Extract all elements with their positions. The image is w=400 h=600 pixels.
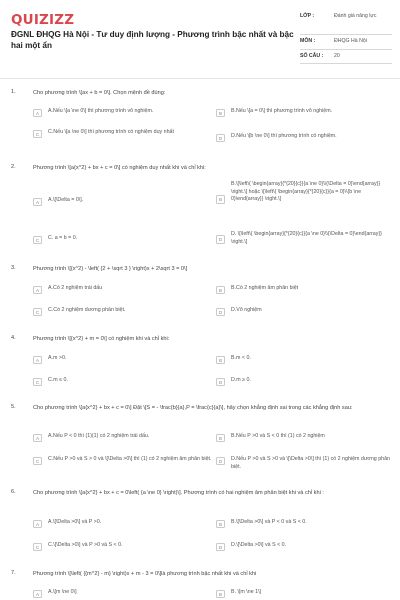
option-letter: A [33,286,42,295]
option-letter: A [33,434,42,443]
option-d[interactable] [216,133,391,142]
option-letter: C [33,130,42,139]
option-text: D. \[\left\{ \begin{array}{*{20}{c}}{a \ne 0}\\{\Delta = 0}\end{array}} \right.\] [231,231,382,245]
question-text: Cho phương trình \[ax + b = 0\]. Chọn mệnh đề đúng: [33,90,166,96]
option-text: C.Nếu \[a \ne 0\] thì phương trình có nghiệm duy nhất [48,129,174,135]
option-b[interactable] [216,433,391,442]
question-number: 2. [11,164,16,170]
worksheet-title: ĐGNL ĐHQG Hà Nội - Tư duy định lượng - Phương trình bậc nhất và bậc hai một ẩn [11,30,294,50]
option-d[interactable] [216,307,391,316]
question-text: Cho phương trình \[a{x^2} + bx + c = 0\] Đặt \[S = - \frac{b}{a},P = \frac{c}{a}\], hãy chọn khẳng định sai trong các khẳng định sau: [33,405,353,411]
option-letter: D [216,543,225,552]
option-letter: C [33,457,42,466]
meta-row-subject [300,35,392,50]
option-d[interactable] [216,231,394,246]
option-text: C.Nếu P >0 và S > 0 và \[\Delta >0\] thì (1) có 2 nghiệm âm phân biệt. [48,456,212,462]
option-d[interactable] [216,542,391,551]
question-text: Phương trình \[{x^2} - \left( {2 + \sqrt 3 } \right)x + 2\sqrt 3 = 0\] [33,266,188,272]
option-a[interactable] [33,197,208,206]
option-b[interactable] [216,589,391,598]
option-text: A.Nếu \[a \ne 0\] thì phương trình vô nghiệm. [48,108,154,114]
option-b[interactable] [216,355,391,364]
option-d[interactable] [216,456,391,471]
option-letter: D [216,235,225,244]
option-letter: C [33,378,42,387]
option-d[interactable] [216,377,391,386]
question-text: Cho phương trình \[a{x^2} + bx + c = 0\left( {a \ne 0} \right)\]. Phương trình có hai nghiệm âm phân biệt khi và chỉ khi : [33,490,324,496]
option-b[interactable] [216,285,391,294]
option-text: C. a = b = 0. [48,235,78,241]
question-text: Phương trình \[a{x^2} + bx + c = 0\] có nghiệm duy nhất khi và chỉ khi: [33,165,206,171]
question-text: Phương trình \[{x^2} + m = 0\] có nghiệm khi và chỉ khi: [33,336,170,342]
option-letter: A [33,109,42,118]
option-letter: B [216,520,225,529]
option-text: C.m ≤ 0. [48,377,68,383]
option-text: B.\[\left\{ \begin{array}{*{20}{c}}{a \ne 0}\\{\Delta = 0}\end{array}} \right.\] hoặc \[\left\{ \begin{array}{*{20}{c}}{a = 0}\\{b \ne 0}\end{array}} \right.\] [231,181,381,203]
option-letter: B [216,109,225,118]
option-text: B.Có 2 nghiệm âm phân biệt [231,285,299,291]
option-text: B.\[\Delta >0\] và P < 0 và S < 0. [231,519,307,525]
question-number: 3. [11,265,16,271]
option-b[interactable] [216,519,391,528]
option-c[interactable] [33,307,208,316]
option-text: D.Nếu \[b \ne 0\] thì phương trình có nghiệm. [231,133,337,139]
option-letter: D [216,378,225,387]
option-b[interactable] [216,108,391,117]
option-letter: B [216,590,225,599]
option-text: B.Nếu \[a = 0\] thì phương trình vô nghiệm. [231,108,333,114]
option-b[interactable] [216,181,394,204]
question-number: 7. [11,570,16,576]
option-text: D.Vô nghiệm [231,307,262,313]
option-c[interactable] [33,377,208,386]
option-letter: A [33,590,42,599]
header-divider [0,78,400,79]
option-c[interactable] [33,542,208,551]
option-letter: C [33,308,42,317]
option-text: A.m >0. [48,355,67,361]
meta-label: SỐ CÂU : [300,52,324,59]
option-letter: D [216,134,225,143]
option-text: A.\[\Delta >0\] và P >0. [48,519,102,525]
option-letter: D [216,308,225,317]
worksheet-meta [300,10,392,64]
option-letter: B [216,356,225,365]
option-a[interactable] [33,519,208,528]
meta-label: LỚP : [300,13,315,19]
meta-row-question-count [300,50,392,65]
option-letter: A [33,520,42,529]
meta-value: ĐHQG Hà Nội [334,38,367,44]
meta-row-class [300,10,392,35]
option-text: C.\[\Delta >0\] và P >0 và S < 0. [48,542,123,548]
question-number: 5. [11,404,16,410]
option-c[interactable] [33,235,208,244]
option-c[interactable] [33,456,213,465]
option-letter: B [216,286,225,295]
option-letter: C [33,236,42,245]
option-letter: A [33,198,42,207]
option-text: A.Nếu P < 0 thì (1)(1) có 2 nghiệm trái dấu. [48,433,150,439]
option-a[interactable] [33,108,208,117]
option-text: D.m ≥ 0. [231,377,251,383]
meta-value: Đánh giá năng lực [334,13,377,19]
option-text: A.\[\Delta = 0\]. [48,197,84,203]
option-text: B. \[m \ne 1\] [231,589,262,595]
question-number: 6. [11,489,16,495]
option-text: D.\[\Delta >0\] và S < 0. [231,542,287,548]
option-c[interactable] [33,129,208,138]
option-letter: C [33,543,42,552]
option-text: B.Nếu P >0 và S < 0 thì (1) có 2 nghiệm [231,433,325,439]
option-text: A.\[m \ne 0\] [48,589,77,595]
option-letter: B [216,434,225,443]
question-number: 4. [11,335,16,341]
option-letter: B [216,195,225,204]
option-text: A.Có 2 nghiệm trái dấu [48,285,103,291]
option-a[interactable] [33,433,211,442]
meta-label: MÔN : [300,38,316,44]
option-letter: D [216,457,225,466]
meta-value: 20 [334,52,340,59]
option-a[interactable] [33,589,208,598]
option-text: B.m < 0. [231,355,251,361]
question-number: 1. [11,89,16,95]
option-text: D.Nếu P >0 và S >0 và \[\Delta >0\] thì (1) có 2 nghiệm dương phân biệt. [231,456,391,470]
question-text: Phương trình \[\left( {{m^2} - m} \right)x + m - 3 = 0\]là phương trình bậc nhất khi và chỉ khi [33,571,257,577]
option-letter: A [33,356,42,365]
option-text: C.Có 2 nghiệm dương phân biệt. [48,307,126,313]
option-a[interactable] [33,285,208,294]
quizizz-logo: QUIZIZZ [11,12,75,28]
option-a[interactable] [33,355,208,364]
